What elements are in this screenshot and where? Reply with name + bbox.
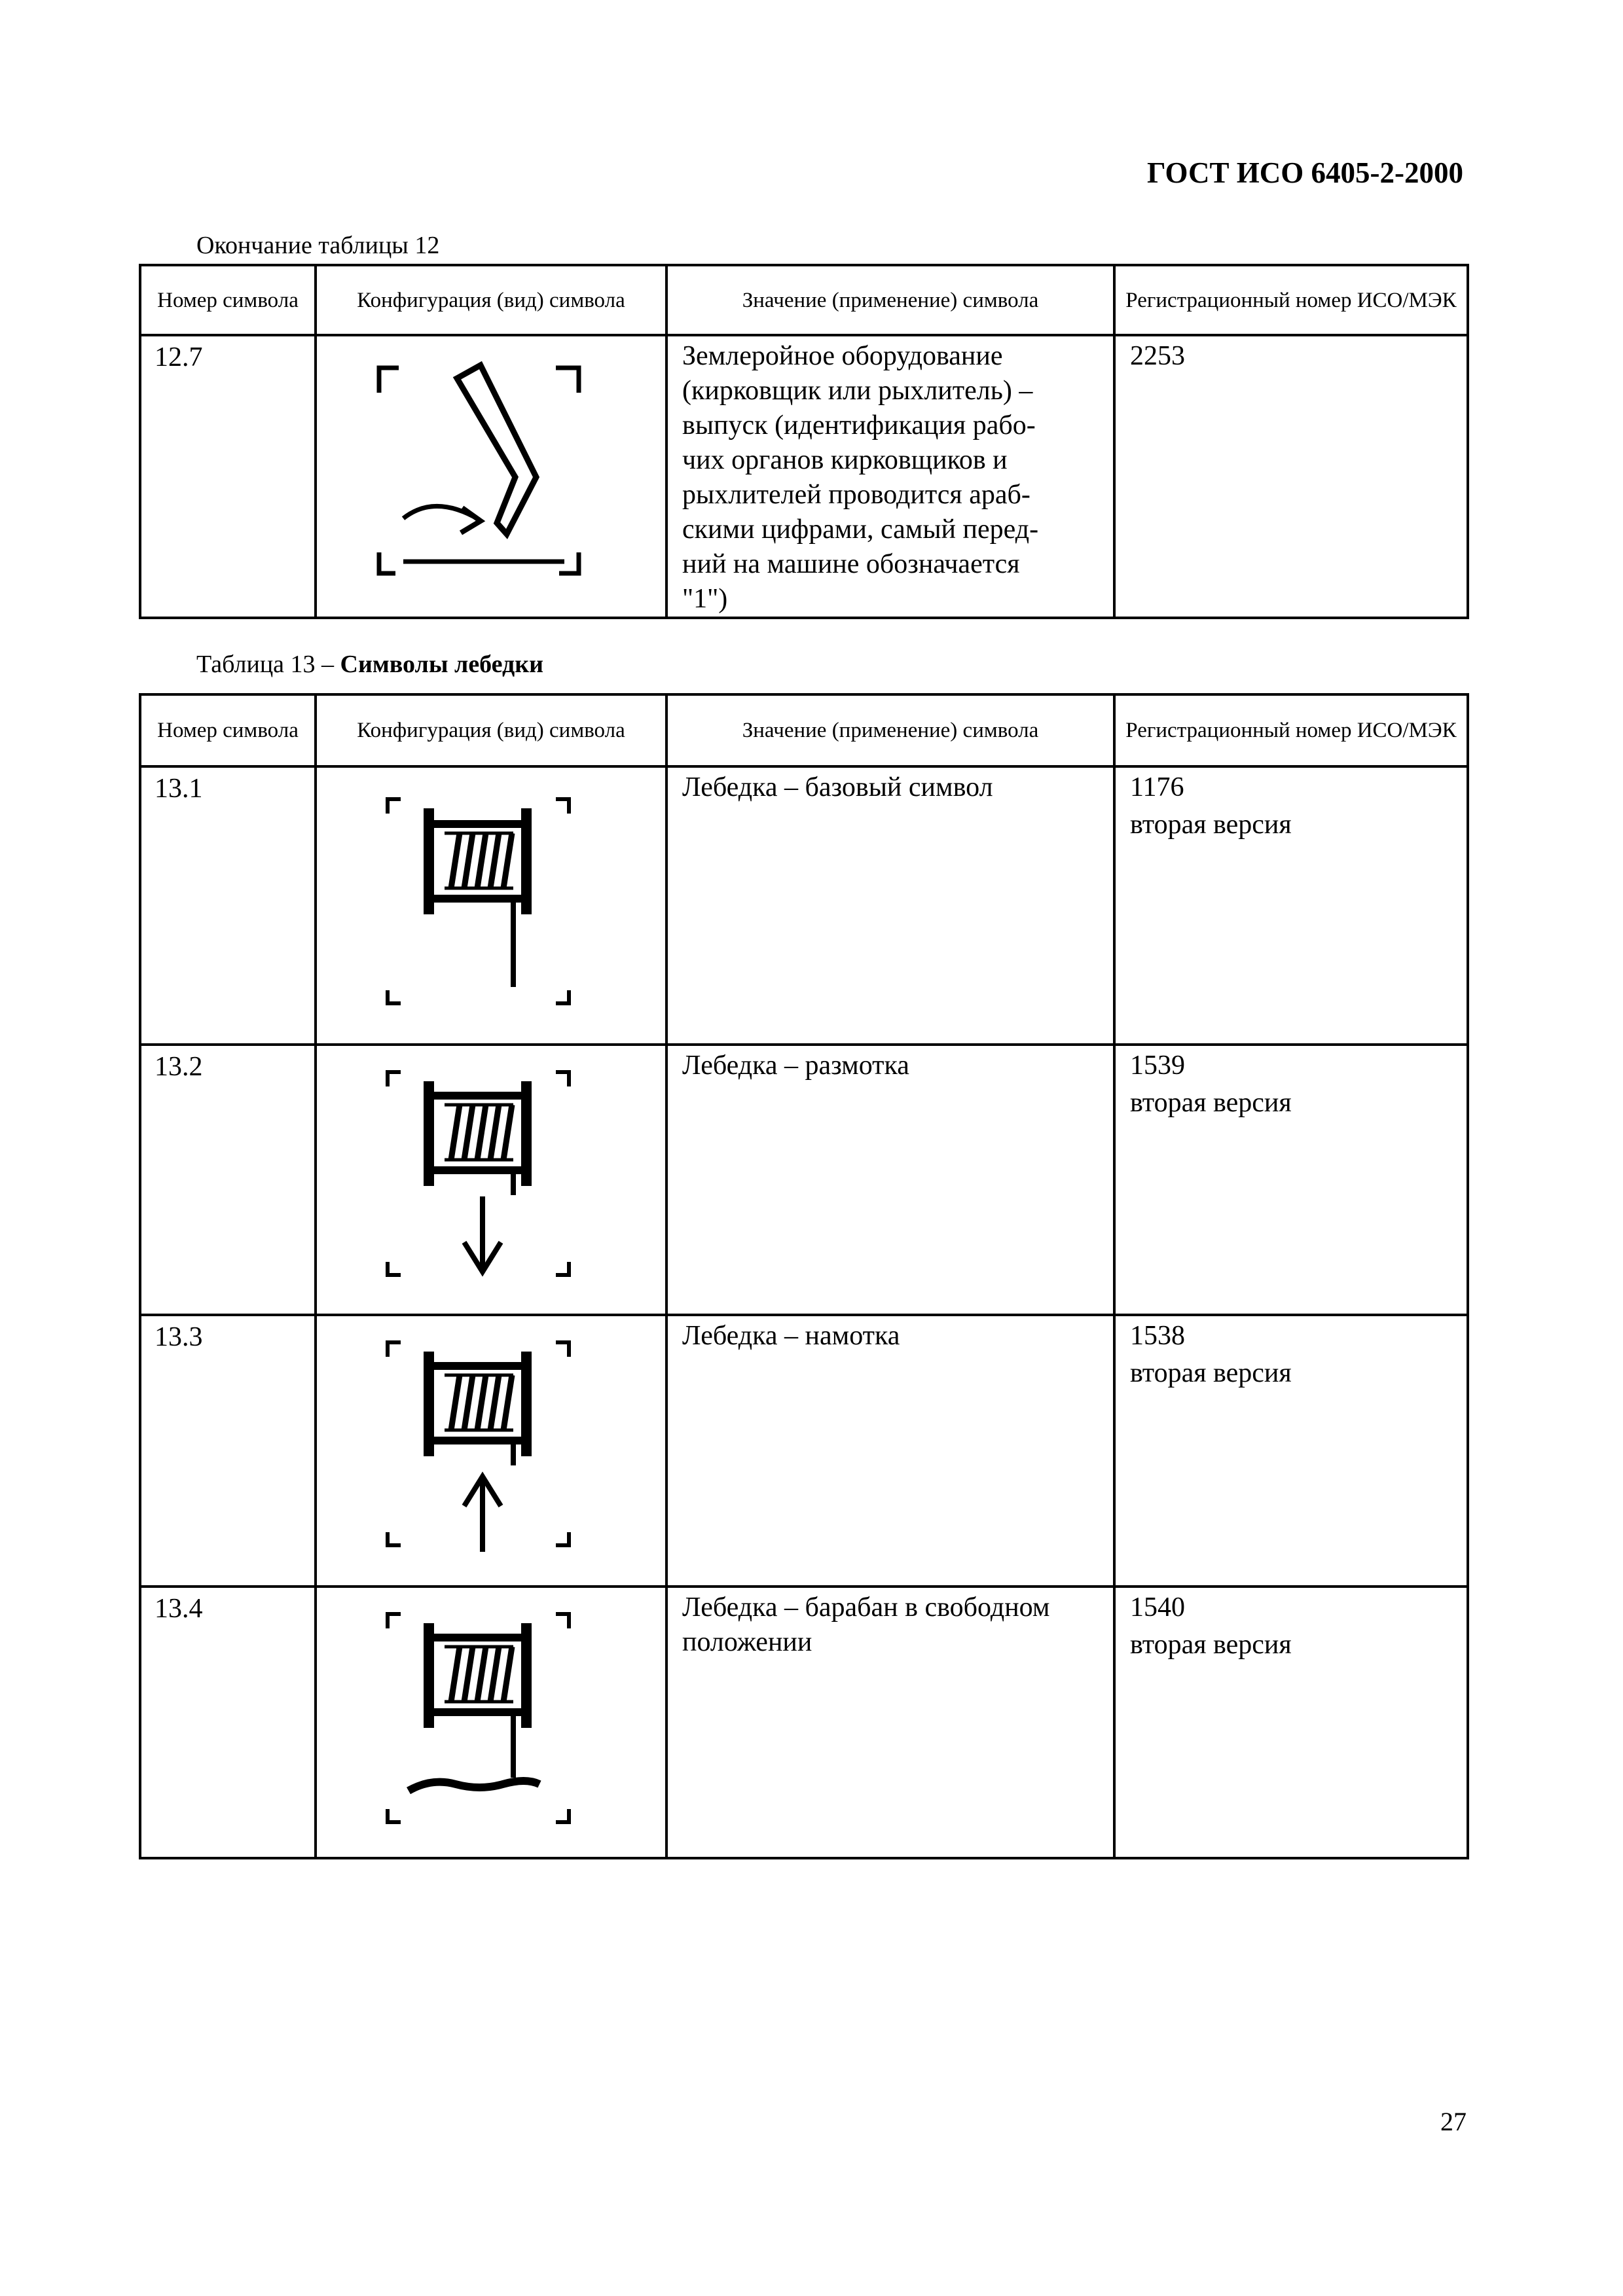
reg-number: 1538 xyxy=(1130,1321,1185,1351)
table12 xyxy=(139,264,1469,619)
reg-version: вторая версия xyxy=(1130,810,1292,840)
meaning-line: рыхлителей проводится араб- xyxy=(682,480,1030,510)
header-number: Номер символа xyxy=(140,265,316,335)
symbol-cell xyxy=(316,766,666,1045)
reg-version: вторая версия xyxy=(1130,1630,1292,1660)
registration-number xyxy=(1114,335,1468,618)
winch-pay-out-icon xyxy=(317,1046,668,1316)
symbol-cell xyxy=(316,335,666,618)
winch-icon xyxy=(317,768,668,1046)
header-config: Конфигурация (вид) символа xyxy=(316,265,666,335)
symbol-meaning xyxy=(666,1315,1114,1587)
table-row xyxy=(140,1587,1468,1858)
meaning-line: Лебедка – размотка xyxy=(682,1050,909,1081)
meaning-line: Лебедка – барабан в свободном xyxy=(682,1592,1050,1623)
header-meaning: Значение (применение) символа xyxy=(666,694,1114,766)
meaning-line: чих органов кирковщиков и xyxy=(682,445,1008,475)
header-meaning: Значение (применение) символа xyxy=(666,265,1114,335)
symbol-cell xyxy=(316,1315,666,1587)
reg-number: 1539 xyxy=(1130,1050,1185,1081)
symbol-meaning xyxy=(666,766,1114,1045)
reg-version: вторая версия xyxy=(1130,1088,1292,1118)
page-number: 27 xyxy=(1440,2107,1467,2136)
ripper-lower-icon xyxy=(317,336,668,615)
table-row xyxy=(140,1315,1468,1587)
meaning-line: Лебедка – базовый символ xyxy=(682,772,993,802)
winch-pull-in-icon xyxy=(317,1316,668,1588)
symbol-cell xyxy=(316,1587,666,1858)
meaning-line: Землеройное оборудование xyxy=(682,341,1003,371)
meaning-line: выпуск (идентификация рабо- xyxy=(682,410,1036,440)
header-number: Номер символа xyxy=(140,694,316,766)
reg-number: 1540 xyxy=(1130,1592,1185,1623)
symbol-cell xyxy=(316,1045,666,1315)
table12-header-row xyxy=(140,265,1468,335)
table13-caption-prefix: Таблица 13 – xyxy=(196,651,340,678)
symbol-number: 13.2 xyxy=(140,1045,316,1315)
header-reg: Регистрационный номер ИСО/МЭК xyxy=(1114,694,1468,766)
table12-caption: Окончание таблицы 12 xyxy=(196,232,440,259)
symbol-meaning xyxy=(666,335,1114,618)
table-row xyxy=(140,1045,1468,1315)
meaning-line: скими цифрами, самый перед- xyxy=(682,514,1039,545)
winch-free-spool-icon xyxy=(317,1588,668,1859)
registration-number xyxy=(1114,1315,1468,1587)
symbol-meaning xyxy=(666,1587,1114,1858)
registration-number xyxy=(1114,766,1468,1045)
meaning-line: ний на машине обозначается xyxy=(682,549,1020,579)
symbol-number: 13.4 xyxy=(140,1587,316,1858)
table13-caption-title: Символы лебедки xyxy=(340,651,544,678)
table13-caption xyxy=(196,650,543,679)
reg-number: 1176 xyxy=(1130,772,1184,802)
meaning-line: Лебедка – намотка xyxy=(682,1321,900,1351)
meaning-line: "1") xyxy=(682,584,728,614)
symbol-number: 12.7 xyxy=(140,335,316,618)
table-row xyxy=(140,335,1468,618)
reg-number: 2253 xyxy=(1130,341,1185,371)
symbol-meaning xyxy=(666,1045,1114,1315)
meaning-line: (кирковщик или рыхлитель) – xyxy=(682,376,1033,406)
table13-header-row xyxy=(140,694,1468,766)
header-config: Конфигурация (вид) символа xyxy=(316,694,666,766)
table13 xyxy=(139,693,1469,1859)
reg-version: вторая версия xyxy=(1130,1358,1292,1388)
registration-number xyxy=(1114,1045,1468,1315)
symbol-number: 13.1 xyxy=(140,766,316,1045)
table-row xyxy=(140,766,1468,1045)
symbol-number: 13.3 xyxy=(140,1315,316,1587)
document-header: ГОСТ ИСО 6405-2-2000 xyxy=(1146,156,1463,189)
registration-number xyxy=(1114,1587,1468,1858)
meaning-line: положении xyxy=(682,1627,812,1657)
header-reg: Регистрационный номер ИСО/МЭК xyxy=(1114,265,1468,335)
